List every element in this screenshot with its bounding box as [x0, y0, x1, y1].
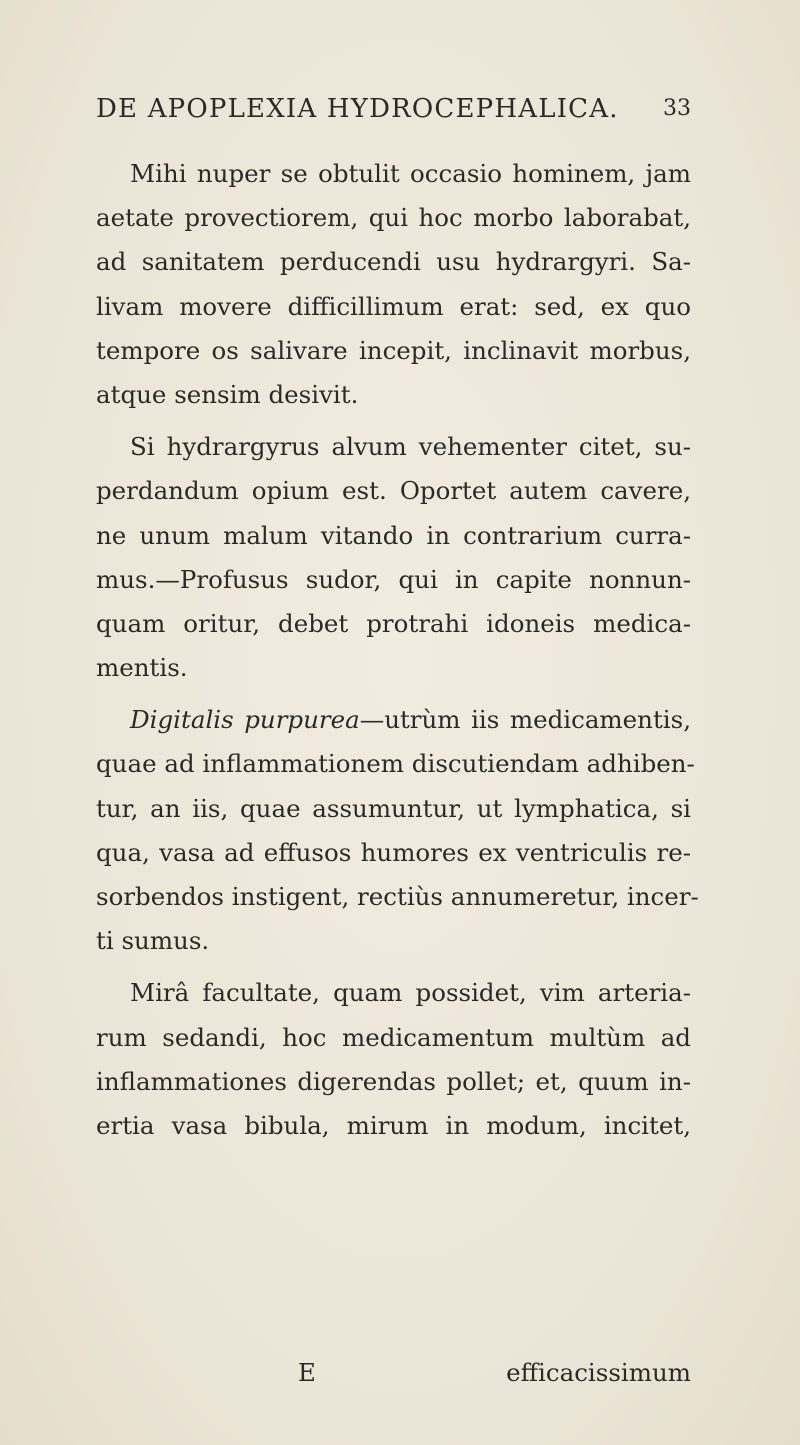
page-number: 33: [663, 96, 691, 121]
body-text: [96, 152, 699, 1148]
text-line: Si hydrargyrus alvum vehementer citet, su-: [130, 432, 691, 462]
text-line: atque sensim desivit.: [96, 379, 359, 409]
running-title: DE APOPLEXIA HYDROCEPHALICA.: [96, 94, 619, 124]
line-rest: —utrùm iis medicamentis,: [359, 705, 691, 735]
text-line: ne unum malum vitando in contrarium curra-: [96, 520, 691, 550]
text-line: mus.—Profusus sudor, qui in capite nonnun-: [96, 564, 691, 594]
text-line: Mihi nuper se obtulit occasio hominem, jam: [130, 159, 691, 188]
text-line: livam movere difficillimum erat: sed, ex quo: [96, 291, 691, 321]
text-line: qua, vasa ad effusos humores ex ventriculis re-: [96, 837, 691, 867]
italic-lead: Digitalis purpurea: [130, 705, 360, 735]
text-line: ad sanitatem perducendi usu hydrargyri. Sa-: [96, 247, 691, 277]
text-line: mentis.: [96, 653, 188, 683]
paragraph-3: [96, 698, 699, 963]
signature-mark: E: [298, 1358, 316, 1387]
text-line: inflammationes digerendas pollet; et, quum in-: [96, 1066, 691, 1096]
catchword: efficacissimum: [506, 1358, 691, 1387]
text-line: quam oritur, debet protrahi idoneis medica-: [96, 608, 691, 638]
paragraph-4: [96, 971, 691, 1148]
text-line: Mirâ facultate, quam possidet, vim arteria-: [130, 978, 691, 1008]
text-line: rum sedandi, hoc medicamentum multùm ad: [96, 1022, 691, 1052]
text-line: perdandum opium est. Oportet autem cavere,: [96, 476, 691, 506]
text-line: tur, an iis, quae assumuntur, ut lymphatica, si: [96, 793, 691, 823]
text-line: sorbendos instigent, rectiùs annumeretur, incer-: [96, 882, 699, 911]
text-line: aetate provectiorem, qui hoc morbo laborabat,: [96, 203, 691, 233]
paragraph-2: [96, 425, 691, 690]
text-line: ertia vasa bibula, mirum in modum, incitet,: [96, 1110, 691, 1140]
text-line: tempore os salivare incepit, inclinavit morbus,: [96, 335, 691, 365]
text-line: ti sumus.: [96, 926, 210, 956]
catch-line: [96, 1358, 691, 1402]
text-line: [96, 698, 691, 742]
text-line: quae ad inflammationem discutiendam adhiben-: [96, 749, 695, 779]
paragraph-1: [96, 152, 691, 417]
running-head: [96, 94, 691, 134]
